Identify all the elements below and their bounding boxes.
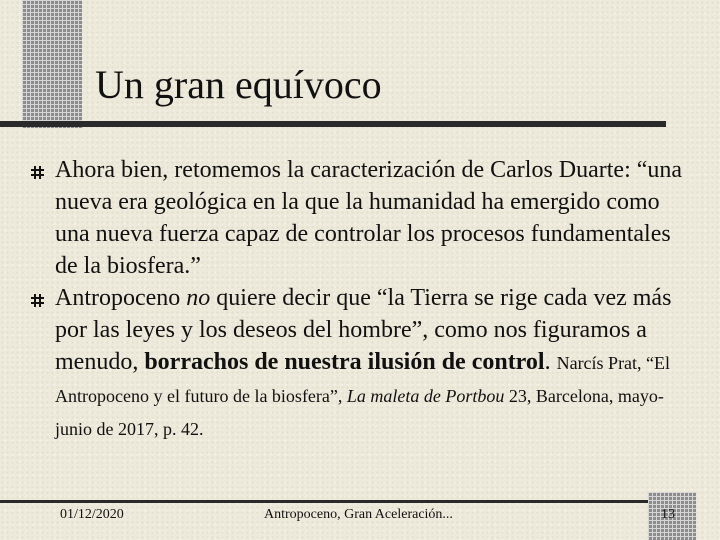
hash-bullet-icon [30, 165, 45, 180]
bullet-list [30, 154, 690, 445]
page-number: 13 [661, 507, 675, 522]
bullet-item [30, 282, 690, 445]
title-rule [0, 121, 666, 127]
bullet-item [30, 154, 690, 282]
footer-date: 01/12/2020 [60, 507, 124, 522]
citation-text: Narcís Prat, “El Antropoceno y el futuro de la biosfera”, [55, 353, 671, 406]
bullet-text [55, 282, 690, 445]
citation-text: 23, Barcelona, mayo-junio de 2017, p. 42. [55, 386, 664, 439]
emphasis-text: no [186, 285, 211, 311]
footer-title: Antropoceno, Gran Aceleración... [264, 507, 453, 522]
decorative-grid-block [22, 0, 82, 128]
hash-bullet-icon [30, 293, 45, 308]
footer-rule [0, 500, 648, 503]
slide-title: Un gran equívoco [95, 62, 382, 107]
bullet-text-segment: quiere decir que “la Tierra se rige cada vez más por las leyes y los deseos del hombre”, como nos figuramos a menudo, [55, 285, 672, 375]
bullet-text-segment: . [544, 349, 557, 375]
bold-phrase: borrachos de nuestra ilusión de control [144, 349, 545, 375]
citation-journal: La maleta de Portbou [346, 386, 505, 406]
bullet-text-segment: Antropoceno [55, 285, 187, 311]
bullet-text: Ahora bien, retomemos la caracterización de Carlos Duarte: “una nueva era geológica en la que la humanidad ha emergido como una nueva fuerza capaz de controlar los procesos fundamentales de la biosfera.” [55, 157, 683, 279]
